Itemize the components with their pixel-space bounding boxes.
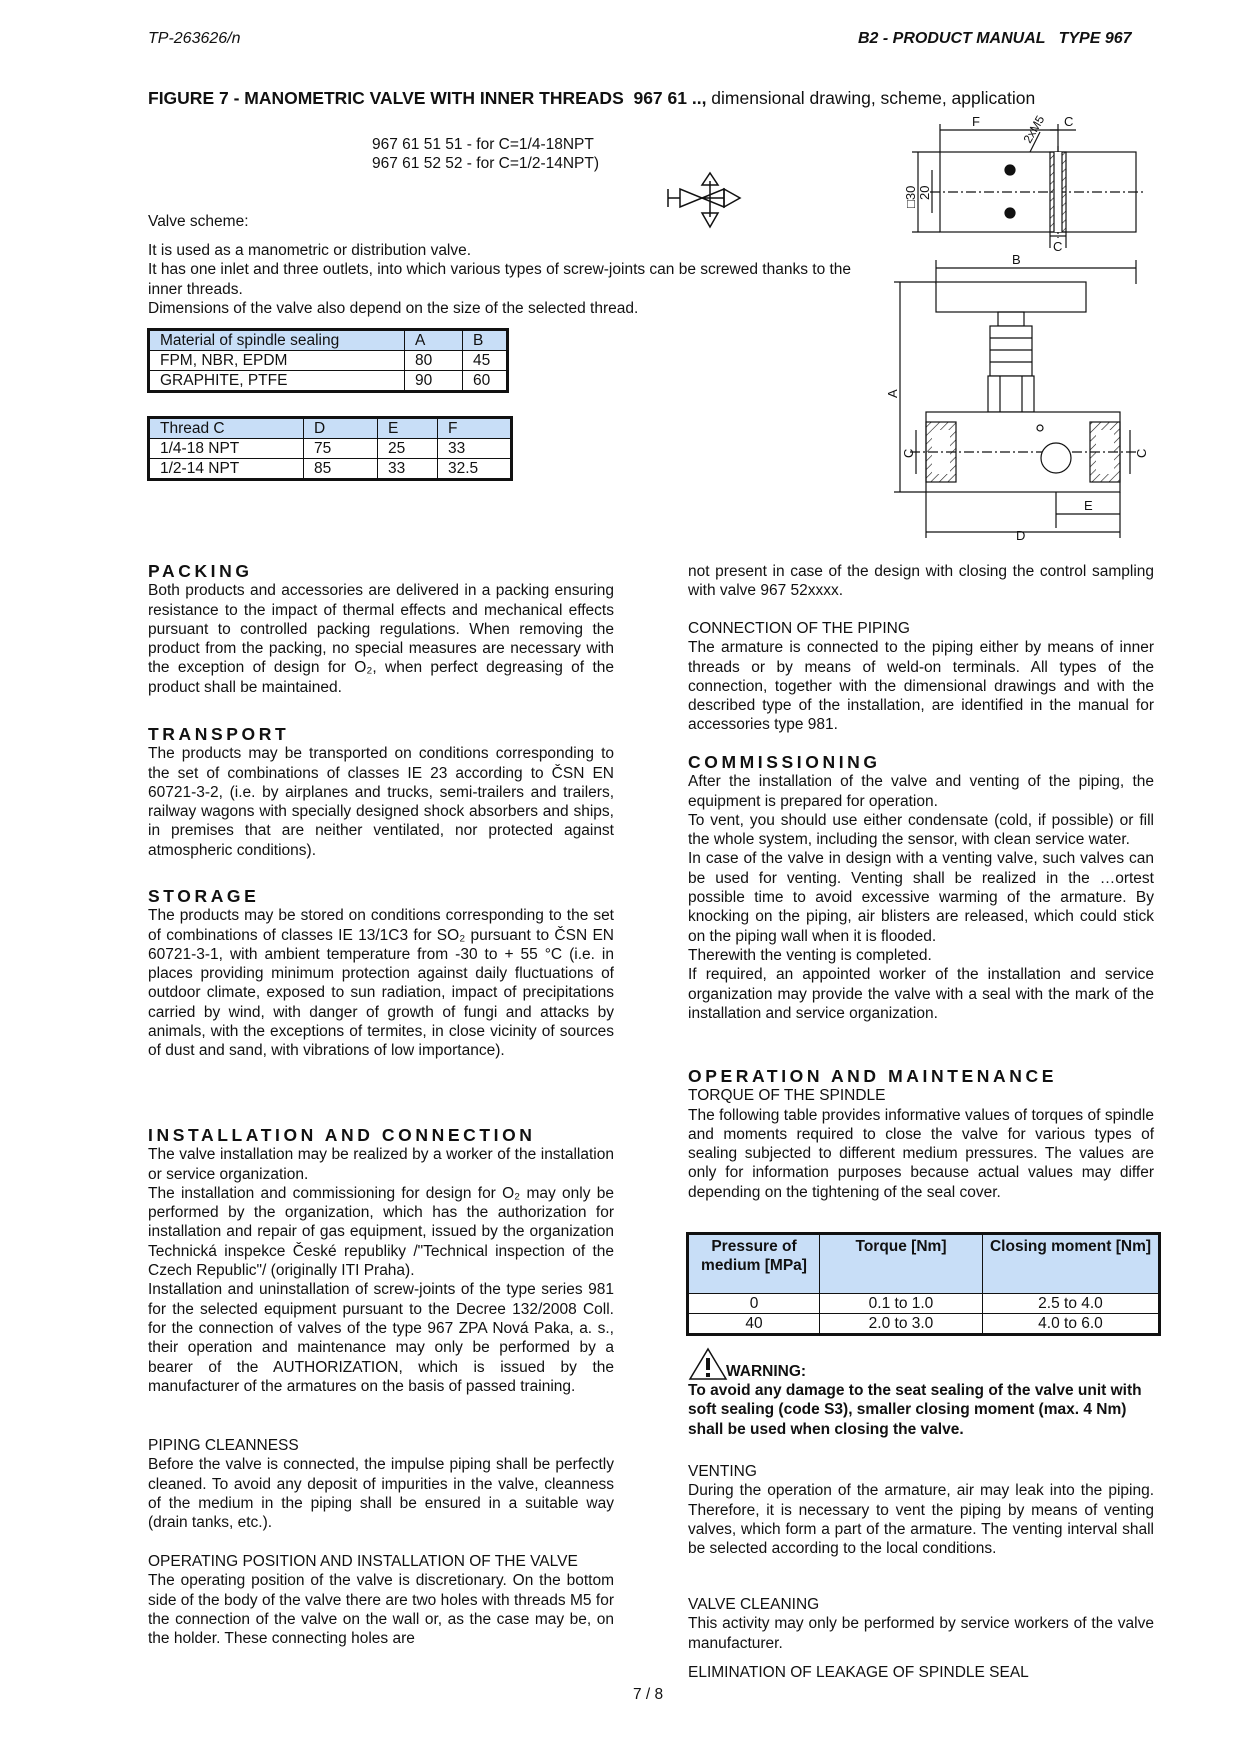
- table-header-cell: D: [304, 418, 378, 439]
- installation-text-2: The installation and commissioning for design for O₂ may only be performed by the organization, which has the authorization for installation and repair of gas equipment, issued by the organization Technická inspekce České republiky /"Technical inspection of the Czech Republic"/ (originally ITI Praha).: [148, 1184, 614, 1280]
- torque-text: The following table provides informative values of torques of spindle and moments required to close the valve for various types of sealing subjected to different medium pressures. The values are only for information purposes because actual values may differ depending on the tightening of the seal cover.: [688, 1106, 1154, 1201]
- table-cell: 4.0 to 6.0: [983, 1314, 1160, 1335]
- connection-text: The armature is connected to the piping either by means of inner threads or by means of weld-on terminals. All types of the connection, together with the dimensional drawings and with the described type of the installation, are identified in the manual for accessories type 981.: [688, 639, 1154, 734]
- leakage-heading: ELIMINATION OF LEAKAGE OF SPINDLE SEAL: [688, 1664, 1029, 1681]
- transport-section: [148, 725, 614, 860]
- sealing-table: [147, 328, 509, 393]
- commissioning-text-2: To vent, you should use either condensate (cold, if possible) or fill the whole system, including the sensor, with clean service water.: [688, 811, 1154, 849]
- drawing-label-f: F: [972, 114, 980, 129]
- commissioning-text-5: If required, an appointed worker of the installation and service organization may provide the valve with a seal with the mark of the installation and service organization.: [688, 966, 1154, 1022]
- piping-heading: PIPING CLEANNESS: [148, 1437, 299, 1454]
- table-cell: 1/2-14 NPT: [149, 459, 304, 480]
- operating-position-text: The operating position of the valve is discretionary. On the bottom side of the body of the valve there are two holes with threads M5 for the connection of the valve on the wall or, as the case may be, on the holder. These connecting holes are: [148, 1572, 614, 1648]
- transport-heading: TRANSPORT: [148, 724, 290, 744]
- table-row: [149, 351, 508, 371]
- description-line-1: It is used as a manometric or distribution valve.: [148, 242, 472, 259]
- drawing-label-m5: 2xM5: [1020, 113, 1048, 146]
- table-cell: 75: [304, 439, 378, 459]
- storage-section: [148, 887, 614, 1061]
- table-header-cell: Closing moment [Nm]: [983, 1234, 1160, 1294]
- drawing-label-30: □30: [903, 185, 918, 208]
- scheme-label: Valve scheme:: [148, 213, 249, 230]
- commissioning-heading: COMMISSIONING: [688, 752, 881, 772]
- storage-heading: STORAGE: [148, 886, 260, 906]
- table-row: [149, 459, 512, 480]
- figure-title: [148, 89, 1035, 108]
- warning-text: To avoid any damage to the seat sealing of the valve unit with soft sealing (code S3), smaller closing moment (max. 4 Nm) shall be used when closing the valve.: [688, 1382, 1142, 1438]
- table-header-cell: B: [463, 330, 508, 351]
- warning-label: WARNING:: [726, 1363, 807, 1380]
- table-header-row: [149, 330, 508, 351]
- table-cell: FPM, NBR, EPDM: [149, 351, 405, 371]
- storage-text: The products may be stored on conditions corresponding to the set of combinations of classes IE 13/1C3 for SO₂ pursuant to ČSN EN 60721-3-1, with ambient temperature from -30 to + 55 °C (i.e. in places providing minimum protection against daily fluctuations of outdoor climate, exposed to sun radiation, impact of precipitations carried by wind, with danger of growth of fungi and attacks by animals, with the exceptions of termites, in close vicinity of sources of dust and sand, with vibrations of low importance).: [148, 907, 614, 1060]
- table-cell: 85: [304, 459, 378, 480]
- drawing-label-e: E: [1084, 498, 1093, 513]
- document-id: TP-263626/n: [148, 30, 241, 47]
- drawing-label-c-right: C: [1134, 448, 1149, 458]
- cleaning-text: This activity may only be performed by service workers of the valve manufacturer.: [688, 1615, 1154, 1652]
- operating-position-section: [148, 1552, 614, 1648]
- cleaning-heading: VALVE CLEANING: [688, 1596, 820, 1613]
- operation-section: [688, 1067, 1154, 1202]
- table-header-cell: E: [378, 418, 438, 439]
- warning-block: [688, 1347, 1154, 1439]
- table-cell: 60: [463, 371, 508, 392]
- drawing-label-b: B: [1012, 252, 1021, 267]
- table-row: [149, 371, 508, 392]
- figure-title-bold: FIGURE 7 - MANOMETRIC VALVE WITH INNER THREADS 967 61 ..,: [148, 88, 707, 108]
- table-header-cell: Torque [Nm]: [820, 1234, 983, 1294]
- table-header-cell: F: [438, 418, 512, 439]
- commissioning-text-3: In case of the valve in design with a venting valve, such valves can be used for venting. Venting shall be realized in the …ortest possible time to avoid excessive warming of the armature. By knocking on the piping, air blisters are released, which could stick on the piping wall when it is flooded.: [688, 850, 1154, 945]
- table-cell: 0: [688, 1294, 820, 1314]
- connection-section: [688, 619, 1154, 735]
- installation-section: [148, 1126, 614, 1396]
- venting-text: During the operation of the armature, air may leak into the piping. Therefore, it is necessary to vent the piping by means of venting valves, which form a part of the armature. The venting interval shall be selected according to the local conditions.: [688, 1482, 1154, 1558]
- table-row: [688, 1294, 1160, 1314]
- table-cell: 25: [378, 439, 438, 459]
- table-cell: 32.5: [438, 459, 512, 480]
- variant-1: 967 61 51 51 - for C=1/4-18NPT: [372, 136, 594, 153]
- table-cell: 45: [463, 351, 508, 371]
- table-cell: 2.0 to 3.0: [820, 1314, 983, 1335]
- transport-text: The products may be transported on conditions corresponding to the set of combinations of classes IE 23 according to ČSN EN 60721-3-2, (i.e. by airplanes and trucks, semi-trailers and trailers, railway wagons with specially designed shock absorbers and ships, in premises that are neither ventilated, nor protected against atmospheric conditions).: [148, 745, 614, 859]
- venting-heading: VENTING: [688, 1463, 757, 1480]
- table-header-cell: Pressure of medium [MPa]: [688, 1234, 820, 1294]
- table-row: [149, 439, 512, 459]
- left-column: [148, 562, 614, 697]
- valve-scheme-symbol: [666, 171, 754, 229]
- warning-title-row: [688, 1347, 1154, 1381]
- drawing-label-d: D: [1016, 528, 1026, 543]
- dimensional-drawing: [880, 108, 1180, 548]
- figure-description: [148, 241, 878, 318]
- torque-heading: TORQUE OF THE SPINDLE: [688, 1087, 886, 1105]
- drawing-label-20: 20: [917, 185, 932, 200]
- installation-heading: INSTALLATION AND CONNECTION: [148, 1125, 536, 1145]
- table-cell: 33: [438, 439, 512, 459]
- piping-section: [148, 1436, 614, 1532]
- variant-2: 967 61 52 52 - for C=1/2-14NPT): [372, 155, 600, 172]
- table-cell: 80: [405, 351, 463, 371]
- operating-position-heading: OPERATING POSITION AND INSTALLATION OF THE VALVE: [148, 1553, 578, 1570]
- piping-text: Before the valve is connected, the impulse piping shall be perfectly cleaned. To avoid any deposit of impurities in the valve, cleanness of the medium in the piping shall be ensured in a suitable way (drain tanks, etc.).: [148, 1456, 614, 1532]
- packing-heading: PACKING: [148, 561, 253, 581]
- table-cell: 2.5 to 4.0: [983, 1294, 1160, 1314]
- manual-title: B2 - PRODUCT MANUAL TYPE 967: [858, 30, 1132, 47]
- cleaning-section: [688, 1595, 1154, 1653]
- figure-title-rest: dimensional drawing, scheme, application: [706, 88, 1036, 108]
- drawing-label-c-left: C: [901, 448, 916, 458]
- description-line-2: It has one inlet and three outlets, into which various types of screw-joints can be screwed thanks to the inner threads.: [148, 261, 852, 298]
- packing-text: Both products and accessories are delivered in a packing ensuring resistance to the impact of thermal effects and mechanical effects pursuant to controlled packing regulations. When removing the product from the packing, no special measures are necessary with the exception of design for O₂, when perfect degreasing of the product shall be maintained.: [148, 582, 614, 696]
- table-cell: 90: [405, 371, 463, 392]
- table-cell: 33: [378, 459, 438, 480]
- page-number: 7 / 8: [633, 1686, 664, 1703]
- operation-heading: OPERATION AND MAINTENANCE: [688, 1066, 1058, 1086]
- commissioning-text-1: After the installation of the valve and venting of the piping, the equipment is prepared for operation.: [688, 773, 1154, 810]
- table-header-row: [688, 1234, 1160, 1294]
- continuation-text: [688, 562, 1154, 601]
- table-header-row: [149, 418, 512, 439]
- commissioning-section: [688, 753, 1154, 1023]
- commissioning-text-4: Therewith the venting is completed.: [688, 946, 932, 964]
- drawing-label-c-top: C: [1064, 114, 1074, 129]
- table-header-cell: Thread C: [149, 418, 304, 439]
- torque-table: [686, 1232, 1161, 1336]
- table-cell: 40: [688, 1314, 820, 1335]
- table-row: [688, 1314, 1160, 1335]
- table-header-cell: A: [405, 330, 463, 351]
- drawing-label-c-bottom: C: [1053, 239, 1063, 254]
- thread-table: [147, 416, 513, 481]
- table-header-cell: Material of spindle sealing: [149, 330, 405, 351]
- continuation-paragraph: not present in case of the design with closing the control sampling with valve 967 52xxxx.: [688, 563, 1154, 600]
- drawing-label-a: A: [885, 389, 900, 398]
- table-cell: 1/4-18 NPT: [149, 439, 304, 459]
- installation-text-1: The valve installation may be realized by a worker of the installation or service organization.: [148, 1146, 614, 1183]
- table-cell: 0.1 to 1.0: [820, 1294, 983, 1314]
- table-cell: GRAPHITE, PTFE: [149, 371, 405, 392]
- description-line-3: Dimensions of the valve also depend on the size of the selected thread.: [148, 299, 639, 317]
- venting-section: [688, 1462, 1154, 1558]
- warning-triangle-icon: [688, 1347, 728, 1381]
- installation-text-3: Installation and uninstallation of screw-joints of the type series 981 for the selected equipment pursuant to the Decree 132/2008 Coll. for the connection of valves of the type 967 ZPA Nová Paka, a. s., their operation and maintenance may only be performed by a bearer of the AUTHORIZATION, which is issued by the manufacturer of the armatures on the basis of passed training.: [148, 1281, 614, 1395]
- connection-heading: CONNECTION OF THE PIPING: [688, 620, 910, 637]
